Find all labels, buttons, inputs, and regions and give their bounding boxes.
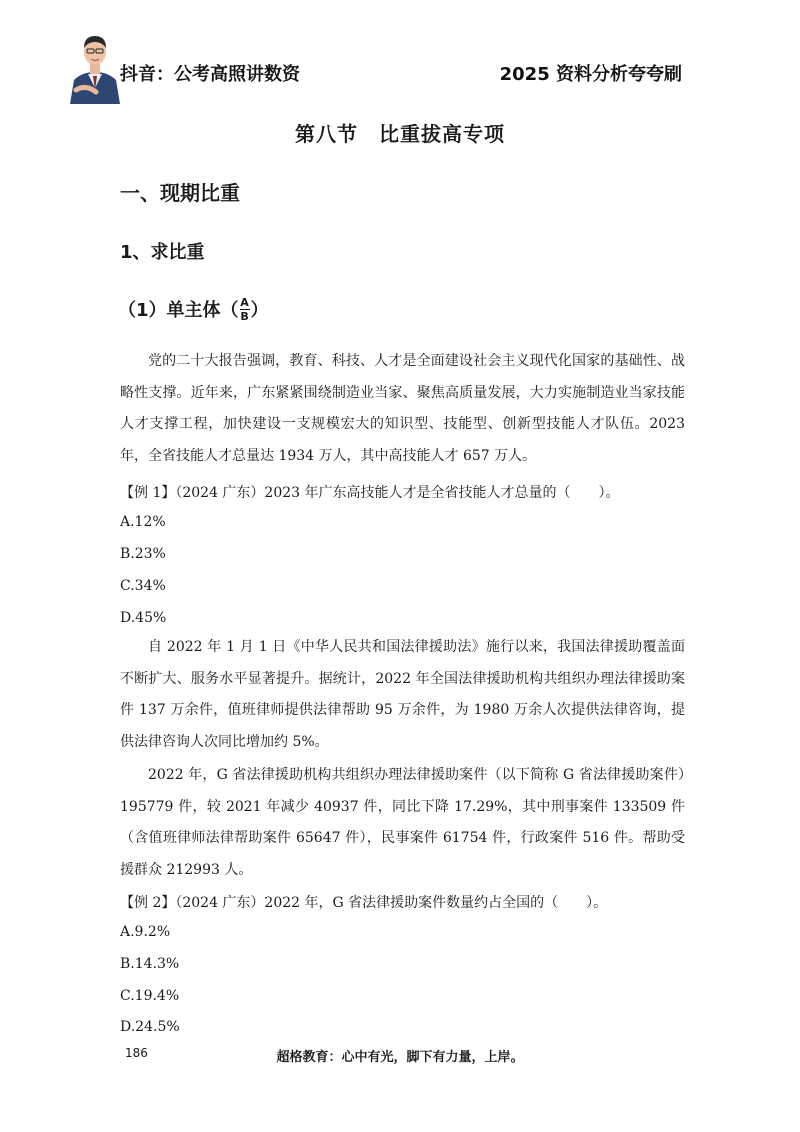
subsubsection-close: ） <box>250 300 269 321</box>
page-title: 第八节 比重拔高专项 <box>295 122 505 146</box>
question-1-stem: 【例 1】（2024 广东）2023 年广东高技能人才是全省技能人才总量的（ ）。 <box>120 485 620 501</box>
passage-1: 党的二十大报告强调，教育、科技、人才是全面建设社会主义现代化国家的基础性、战略性支撑。近年来，广东紧紧围绕制造业当家、聚焦高质量发展，大力实施制造业当家技能人才支撑工程，加快建设一支规模宏大的知识型、技能型、创新型技能人才队伍。2023 年，全省技能人才总量达 1934 万人，其中高技能人才 657 万人。 <box>120 353 685 464</box>
passage-3: 2022 年，G 省法律援助机构共组织办理法律援助案件（以下简称 G 省法律援助案件）195779 件，较 2021 年减少 40937 件，同比下降 17.29%，其中刑事案件 133509 件（含值班律师法律帮助案件 65647 件），民事案件 61754 件，行政案件 516 件。帮助受援群众 212993 人。 <box>120 767 685 878</box>
footer-slogan: 超格教育：心中有光，脚下有力量，上岸。 <box>276 1050 524 1065</box>
question-2-stem: 【例 2】（2024 广东）2022 年，G 省法律援助案件数量约占全国的（ ）。 <box>120 895 608 911</box>
author-avatar <box>66 28 124 104</box>
subsubsection-label: （1）单主体（ <box>118 300 239 321</box>
question-1-option-b: B.23% <box>120 546 166 562</box>
header-channel: 抖音：公考高照讲数资 <box>120 64 300 85</box>
fraction-numerator: A <box>240 295 249 309</box>
question-2-option-a: A.9.2% <box>120 924 171 940</box>
question-1-option-d: D.45% <box>120 610 167 626</box>
fraction-denominator: B <box>240 309 249 323</box>
question-2-option-b: B.14.3% <box>120 956 180 972</box>
header-series: 2025 资料分析夸夸刷 <box>499 64 682 85</box>
subsubsection-heading <box>118 296 269 322</box>
question-2-option-c: C.19.4% <box>120 988 180 1004</box>
question-1-option-a: A.12% <box>120 514 166 530</box>
question-2-option-d: D.24.5% <box>120 1019 180 1035</box>
subsection-heading: 1、求比重 <box>120 242 205 263</box>
page-number: 186 <box>125 1046 148 1060</box>
fraction-a-over-b <box>240 297 250 322</box>
section-heading: 一、现期比重 <box>120 181 240 205</box>
passage-2: 自 2022 年 1 月 1 日《中华人民共和国法律援助法》施行以来，我国法律援助覆盖面不断扩大、服务水平显著提升。据统计，2022 年全国法律援助机构共组织办理法律援助案件 137 万余件，值班律师提供法律帮助 95 万余件，为 1980 万余人次提供法律咨询，提供法律咨询人次同比增加约 5%。 <box>120 639 685 750</box>
question-1-option-c: C.34% <box>120 578 166 594</box>
